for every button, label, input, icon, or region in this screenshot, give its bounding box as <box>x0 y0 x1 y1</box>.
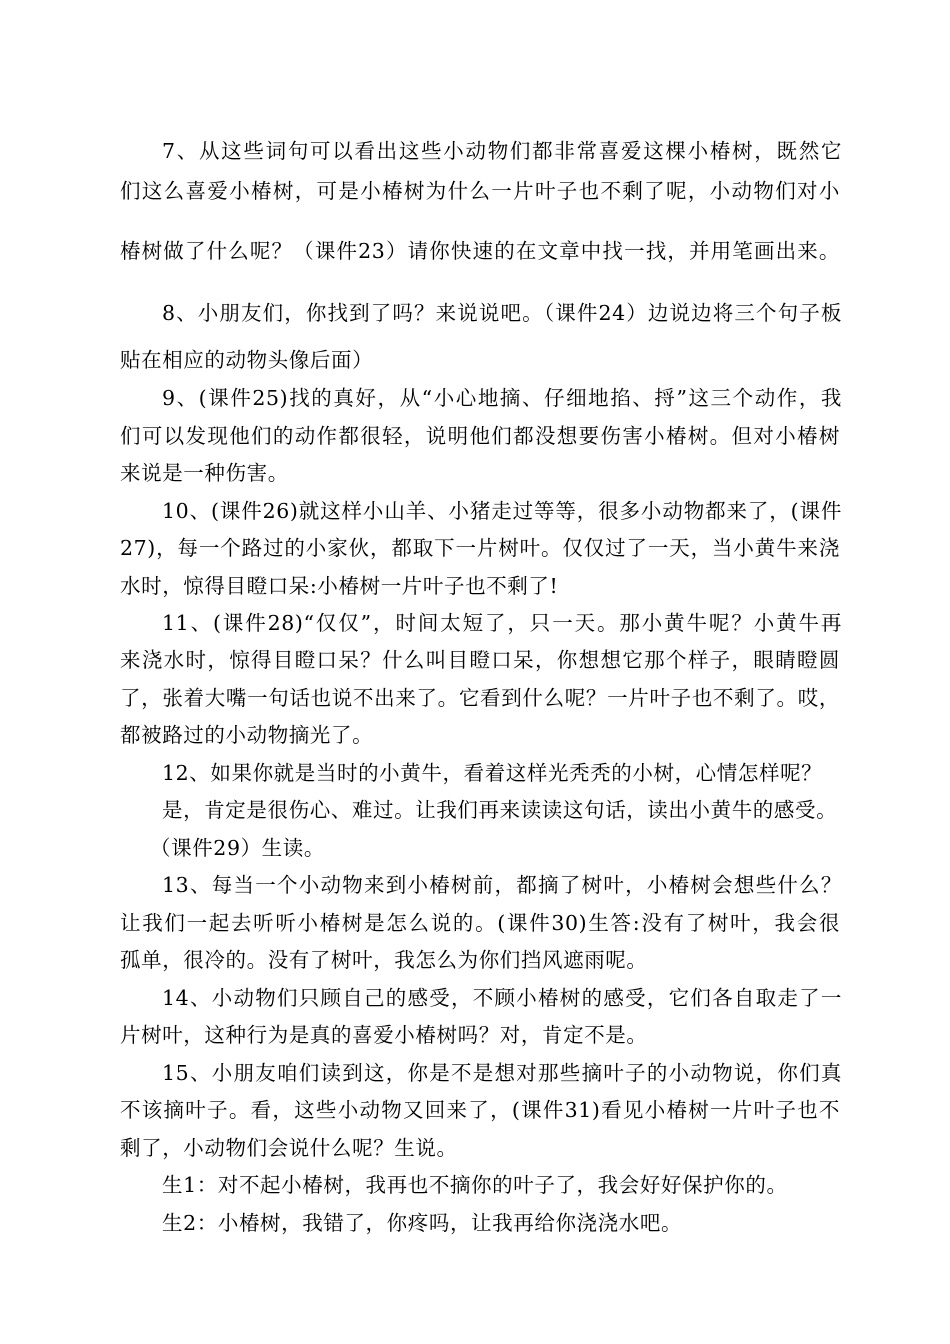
paragraph-11-line-1: 11、(课件28)“仅仅”，时间太短了，只一天。那小黄牛呢？小黄牛再 <box>162 611 842 635</box>
paragraph-12-line-1: 12、如果你就是当时的小黄牛，看着这样光秃秃的小树，心情怎样呢？ <box>162 761 823 785</box>
paragraph-10-line-1: 10、(课件26)就这样小山羊、小猪走过等等，很多小动物都来了，(课件 <box>162 499 842 523</box>
student-answer-1: 生1：对不起小椿树，我再也不摘你的叶子了，我会好好保护你的。 <box>162 1173 788 1197</box>
paragraph-9-line-3: 来说是一种伤害。 <box>120 461 289 485</box>
paragraph-13-line-3: 孤单，很冷的。没有了树叶，我怎么为你们挡风遮雨呢。 <box>120 948 648 972</box>
paragraph-15-line-2: 不该摘叶子。看，这些小动物又回来了，(课件31)看见小椿树一片叶子也不 <box>120 1098 840 1122</box>
paragraph-15-line-3: 剩了，小动物们会说什么呢？生说。 <box>120 1136 458 1160</box>
paragraph-9-line-2: 们可以发现他们的动作都很轻，说明他们都没想要伤害小椿树。但对小椿树 <box>120 424 840 448</box>
paragraph-15-line-1: 15、小朋友咱们读到这，你是不是想对那些摘叶子的小动物说，你们真 <box>162 1061 842 1085</box>
paragraph-10-line-3: 水时，惊得目瞪口呆:小椿树一片叶子也不剩了! <box>120 574 559 598</box>
paragraph-11-line-2: 来浇水时，惊得目瞪口呆？什么叫目瞪口呆，你想想它那个样子，眼睛瞪圆 <box>120 648 840 672</box>
paragraph-11-line-4: 都被路过的小动物摘光了。 <box>120 723 374 747</box>
paragraph-12-line-3: （课件29）生读。 <box>150 836 325 860</box>
paragraph-13-line-2: 让我们一起去听听小椿树是怎么说的。(课件30)生答:没有了树叶，我会很 <box>120 911 840 935</box>
paragraph-14-line-2: 片树叶，这种行为是真的喜爱小椿树吗？对，肯定不是。 <box>120 1023 648 1047</box>
paragraph-7-line-3: 椿树做了什么呢？（课件23）请你快速的在文章中找一找，并用笔画出来。 <box>120 239 840 263</box>
paragraph-10-line-2: 27)，每一个路过的小家伙，都取下一片树叶。仅仅过了一天，当小黄牛来浇 <box>120 536 840 560</box>
paragraph-12-line-2: 是，肯定是很伤心、难过。让我们再来读读这句话，读出小黄牛的感受。 <box>162 798 838 822</box>
paragraph-7-line-2: 们这么喜爱小椿树，可是小椿树为什么一片叶子也不剩了呢，小动物们对小 <box>120 179 840 203</box>
paragraph-8-line-1: 8、小朋友们，你找到了吗？来说说吧。（课件24）边说边将三个句子板 <box>162 301 842 325</box>
paragraph-11-line-3: 了，张着大嘴一句话也说不出来了。它看到什么呢？一片叶子也不剩了。哎， <box>120 686 840 710</box>
paragraph-14-line-1: 14、小动物们只顾自己的感受，不顾小椿树的感受，它们各自取走了一 <box>162 986 842 1010</box>
student-answer-2: 生2：小椿树，我错了，你疼吗，让我再给你浇浇水吧。 <box>162 1211 683 1235</box>
paragraph-9-line-1: 9、(课件25)找的真好，从“小心地摘、仔细地掐、捋”这三个动作，我 <box>162 386 842 410</box>
paragraph-8-line-2: 贴在相应的动物头像后面） <box>120 348 374 372</box>
paragraph-13-line-1: 13、每当一个小动物来到小椿树前，都摘了树叶，小椿树会想些什么？ <box>162 873 842 897</box>
paragraph-7-line-1: 7、从这些词句可以看出这些小动物们都非常喜爱这棵小椿树，既然它 <box>162 139 842 163</box>
